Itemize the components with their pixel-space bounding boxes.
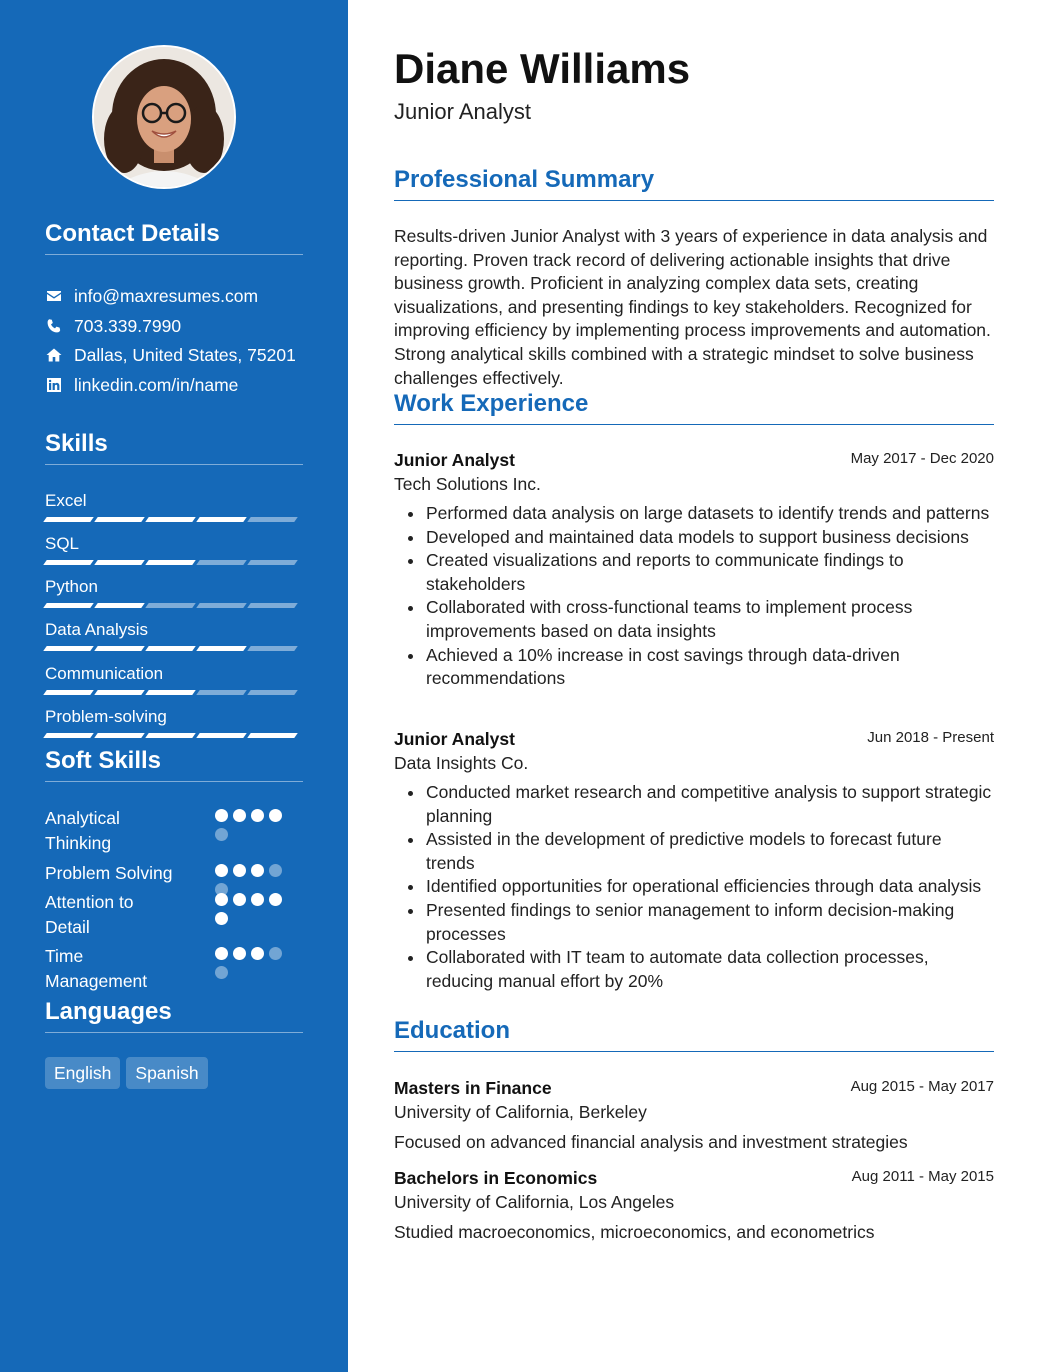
- education-heading: Education: [394, 1017, 994, 1052]
- education-dates: Aug 2011 - May 2015: [851, 1168, 994, 1185]
- rating-dot: [215, 893, 228, 906]
- skill-level-segment: [145, 690, 196, 695]
- rating-dot: [233, 864, 246, 877]
- skill-level-bar: [45, 560, 303, 565]
- soft-skill-rating: [215, 864, 295, 896]
- school-name: University of California, Berkeley: [394, 1102, 647, 1122]
- job-dates: May 2017 - Dec 2020: [850, 450, 994, 467]
- job-bullets: [394, 781, 994, 993]
- skill-level-segment: [145, 733, 196, 738]
- skill-level-segment: [94, 690, 145, 695]
- candidate-title: Junior Analyst: [394, 99, 531, 124]
- skill-name: Data Analysis: [45, 620, 148, 639]
- list-item: Collaborated with IT team to automate data collection processes, reducing manual effort by 20%: [394, 946, 994, 993]
- list-item: Assisted in the development of predictive models to forecast future trends: [394, 828, 994, 875]
- skill-level-segment: [196, 603, 247, 608]
- summary-text: Results-driven Junior Analyst with 3 years of experience in data analysis and reporting. Proven track record of delivering actionable insights that drive business growth. Proficient in analyzing complex data sets, creating visualizations, and presenting findings to key stakeholders. Recognized for improving efficiency by implementing process improvements and automation. Strong analytical skills combined with a strategic mindset to solve business challenges effectively.: [394, 226, 991, 388]
- skill-level-segment: [94, 733, 145, 738]
- languages-list: [45, 1057, 208, 1089]
- soft-skill-name: Analytical Thinking: [45, 808, 120, 853]
- skills-heading: Skills: [45, 430, 303, 465]
- rating-dot: [269, 893, 282, 906]
- rating-dot: [215, 809, 228, 822]
- skill-level-segment: [196, 690, 247, 695]
- summary-heading: Professional Summary: [394, 166, 994, 201]
- rating-dot: [251, 947, 264, 960]
- skill-level-bar: [45, 690, 303, 695]
- soft-skills-heading: Soft Skills: [45, 747, 303, 782]
- rating-dot: [251, 864, 264, 877]
- soft-skill-name: Attention to Detail: [45, 892, 134, 937]
- skill-item: [45, 490, 303, 522]
- skill-name: Python: [45, 577, 98, 596]
- skill-name: Communication: [45, 664, 164, 683]
- rating-dot: [233, 809, 246, 822]
- skill-level-segment: [43, 603, 94, 608]
- rating-dot: [269, 947, 282, 960]
- skill-level-bar: [45, 517, 303, 522]
- education-item: [394, 1076, 994, 1154]
- list-item: Achieved a 10% increase in cost savings through data-driven recommendations: [394, 644, 994, 691]
- skill-level-segment: [94, 517, 145, 522]
- rating-dot: [215, 828, 228, 841]
- skill-name: Excel: [45, 491, 87, 510]
- skill-item: [45, 663, 303, 695]
- rating-dot: [215, 864, 228, 877]
- language-tag: English: [45, 1057, 120, 1089]
- skill-level-segment: [196, 517, 247, 522]
- language-tag: Spanish: [126, 1057, 207, 1089]
- skill-level-segment: [145, 603, 196, 608]
- skill-level-segment: [196, 646, 247, 651]
- rating-dot: [233, 893, 246, 906]
- rating-dot: [215, 947, 228, 960]
- skill-level-segment: [94, 560, 145, 565]
- job-bullets: [394, 502, 994, 691]
- list-item: Presented findings to senior management to inform decision-making processes: [394, 899, 994, 946]
- skill-level-segment: [94, 646, 145, 651]
- skill-level-segment: [43, 733, 94, 738]
- list-item: Identified opportunities for operational efficiencies through data analysis: [394, 875, 994, 899]
- rating-dot: [251, 893, 264, 906]
- education-description: Focused on advanced financial analysis and investment strategies: [394, 1132, 908, 1152]
- soft-skill-name: Problem Solving: [45, 863, 173, 883]
- contact-linkedin-text: linkedin.com/in/name: [74, 374, 239, 395]
- experience-item: [394, 727, 994, 993]
- contact-email[interactable]: [45, 285, 258, 307]
- job-company: Tech Solutions Inc.: [394, 474, 541, 494]
- rating-dot: [251, 809, 264, 822]
- skill-level-segment: [247, 733, 298, 738]
- skill-level-bar: [45, 603, 303, 608]
- candidate-name: Diane Williams: [394, 45, 691, 92]
- skill-level-segment: [43, 690, 94, 695]
- skill-name: SQL: [45, 534, 80, 553]
- soft-skill-name: Time Management: [45, 946, 148, 991]
- envelope-icon: [45, 287, 63, 305]
- contact-linkedin[interactable]: [45, 374, 238, 396]
- soft-skill-rating: [215, 947, 295, 979]
- skill-level-segment: [247, 603, 298, 608]
- skill-level-segment: [43, 646, 94, 651]
- skill-item: [45, 619, 303, 651]
- linkedin-icon: [45, 376, 63, 394]
- skill-level-segment: [43, 517, 94, 522]
- soft-skill-rating: [215, 893, 295, 925]
- job-company: Data Insights Co.: [394, 753, 529, 773]
- degree-title: Masters in Finance: [394, 1078, 552, 1098]
- skill-level-segment: [43, 560, 94, 565]
- skill-level-segment: [196, 560, 247, 565]
- rating-dot: [215, 966, 228, 979]
- skill-level-segment: [145, 517, 196, 522]
- experience-item: [394, 448, 994, 691]
- rating-dot: [269, 809, 282, 822]
- school-name: University of California, Los Angeles: [394, 1192, 675, 1212]
- skill-level-segment: [145, 646, 196, 651]
- sidebar: [0, 0, 348, 1372]
- contact-heading: Contact Details: [45, 220, 303, 255]
- skill-item: [45, 533, 303, 565]
- skill-name: Problem-solving: [45, 707, 167, 726]
- rating-dot: [215, 912, 228, 925]
- skill-level-segment: [145, 560, 196, 565]
- experience-heading: Work Experience: [394, 390, 994, 425]
- job-dates: Jun 2018 - Present: [867, 729, 994, 746]
- rating-dot: [269, 864, 282, 877]
- degree-title: Bachelors in Economics: [394, 1168, 598, 1188]
- soft-skill-rating: [215, 809, 295, 841]
- skill-item: [45, 576, 303, 608]
- skill-level-segment: [196, 733, 247, 738]
- skill-item: [45, 706, 303, 738]
- job-title: Junior Analyst: [394, 450, 515, 470]
- avatar: [92, 45, 236, 189]
- list-item: Collaborated with cross-functional teams to implement process improvements based on data insights: [394, 596, 994, 643]
- contact-email-text: info@maxresumes.com: [74, 285, 259, 306]
- skill-level-segment: [94, 603, 145, 608]
- contact-address-text: Dallas, United States, 75201: [74, 344, 296, 365]
- skill-level-segment: [247, 517, 298, 522]
- phone-icon: [45, 317, 63, 335]
- list-item: Created visualizations and reports to communicate findings to stakeholders: [394, 549, 994, 596]
- education-description: Studied macroeconomics, microeconomics, and econometrics: [394, 1222, 875, 1242]
- home-icon: [45, 346, 63, 364]
- skill-level-bar: [45, 646, 303, 651]
- contact-phone[interactable]: [45, 315, 181, 337]
- skill-level-segment: [247, 690, 298, 695]
- education-item: [394, 1166, 994, 1244]
- list-item: Developed and maintained data models to support business decisions: [394, 526, 994, 550]
- rating-dot: [233, 947, 246, 960]
- list-item: Performed data analysis on large datasets to identify trends and patterns: [394, 502, 994, 526]
- contact-phone-text: 703.339.7990: [74, 315, 182, 336]
- education-dates: Aug 2015 - May 2017: [850, 1078, 994, 1095]
- skill-level-bar: [45, 733, 303, 738]
- skill-level-segment: [247, 560, 298, 565]
- skill-level-segment: [247, 646, 298, 651]
- list-item: Conducted market research and competitive analysis to support strategic planning: [394, 781, 994, 828]
- languages-heading: Languages: [45, 998, 303, 1033]
- contact-address: [45, 344, 296, 366]
- job-title: Junior Analyst: [394, 729, 515, 749]
